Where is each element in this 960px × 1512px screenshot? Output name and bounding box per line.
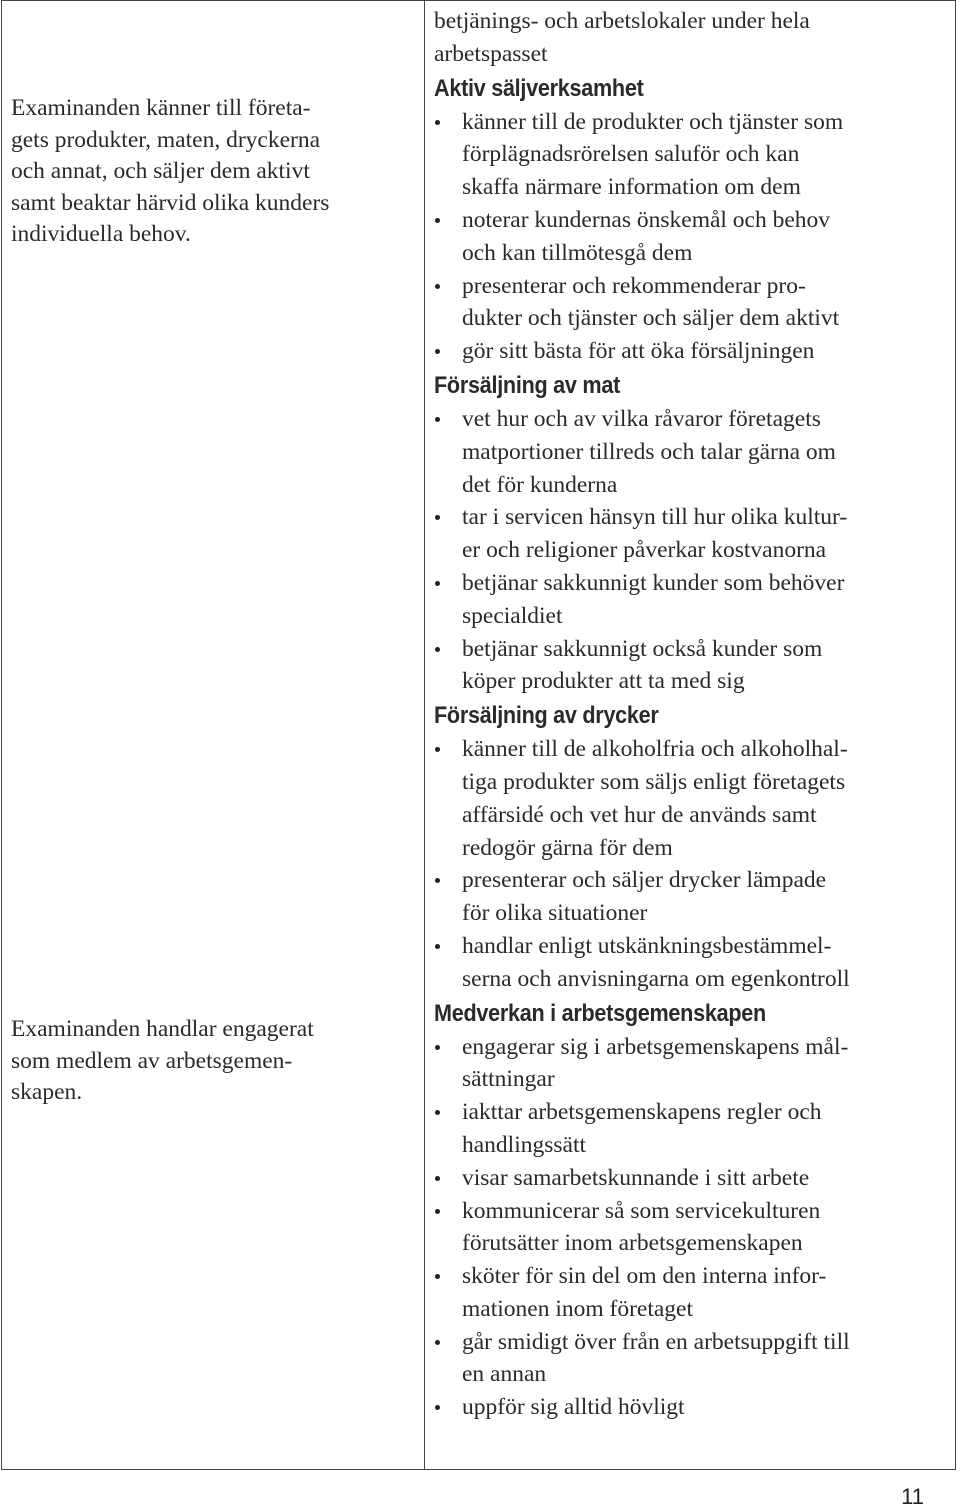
list-item-text: engagerar sig i arbetsgemenskapens mål- sättningar [462, 1033, 849, 1093]
list-item [434, 403, 959, 501]
section-heading: Försäljning av mat [434, 371, 620, 399]
list-item [434, 567, 959, 633]
list-item [434, 106, 959, 204]
bullet-icon [435, 349, 440, 354]
section-forsaljning-av-mat [434, 368, 959, 698]
list-item-text: sköter för sin del om den interna infor- mationen inom företaget [462, 1263, 827, 1322]
list-item [434, 930, 959, 996]
list-item-text: tar i servicen hänsyn till hur olika kultur- er och religioner påverkar kostvanorna [462, 504, 848, 564]
list-item [434, 501, 959, 567]
bullet-icon [435, 515, 440, 520]
bullet-icon [435, 284, 440, 289]
list-item-text: gör sitt bästa för att öka försäljningen [462, 338, 815, 365]
list-item [434, 1195, 959, 1261]
bullet-list [434, 733, 959, 995]
bullet-icon [435, 120, 440, 125]
list-item [434, 270, 959, 336]
bullet-icon [435, 647, 440, 652]
section-aktiv-saljverksamhet [434, 71, 959, 368]
list-item-text: uppför sig alltid hövligt [462, 1394, 685, 1421]
bullet-list [434, 106, 959, 368]
list-item-text: handlar enligt utskänkningsbestämmel- serna och anvisningarna om egenkontroll [462, 932, 850, 992]
bullet-icon [435, 417, 440, 422]
intro-text: betjänings- och arbetslokaler under hela arbetspasset [434, 8, 810, 67]
sections-container [434, 71, 959, 1424]
list-item [434, 1096, 959, 1162]
list-item-text: kommunicerar så som servicekulturen förutsätter inom arbetsgemenskapen [462, 1197, 821, 1257]
bullet-list [434, 1031, 959, 1425]
assessment-column [425, 1, 955, 1469]
criterion-work-community: Examinanden handlar engagerat som medlem av arbetsgemen- skapen. [11, 1016, 314, 1105]
list-item-text: presenterar och rekommenderar pro- dukter och tjänster och säljer dem aktivt [462, 272, 840, 332]
bullet-icon [435, 1045, 440, 1050]
bullet-icon [435, 1110, 440, 1115]
list-item-text: visar samarbetskunnande i sitt arbete [462, 1164, 810, 1191]
list-item-text: presenterar och säljer drycker lämpade för olika situationer [462, 867, 827, 927]
list-item-text: känner till de produkter och tjänster som förplägnadsrörelsen saluför och kan skaffa närmare information om dem [462, 108, 844, 201]
section-heading: Aktiv säljverksamhet [434, 74, 644, 102]
list-item [434, 1391, 959, 1424]
list-item-text: betjänar sakkunnigt också kunder som köper produkter att ta med sig [462, 635, 823, 695]
page-number: 11 [901, 1484, 924, 1509]
bullet-icon [435, 747, 440, 752]
bullet-icon [435, 1176, 440, 1181]
bullet-icon [435, 581, 440, 586]
bullet-icon [435, 944, 440, 949]
section-heading: Medverkan i arbetsgemenskapen [434, 999, 766, 1027]
list-item-text: betjänar sakkunnigt kunder som behöver specialdiet [462, 569, 845, 629]
list-item [434, 1326, 959, 1392]
section-heading: Försäljning av drycker [434, 702, 659, 730]
section-forsaljning-av-drycker [434, 698, 959, 995]
list-item-text: iakttar arbetsgemenskapens regler och handlingssätt [462, 1099, 822, 1158]
list-item [434, 733, 959, 864]
bullet-icon [435, 1274, 440, 1279]
bullet-icon [435, 1405, 440, 1410]
list-item [434, 633, 959, 699]
criteria-table [1, 0, 956, 1470]
section-medverkan-i-arbetsgemenskapen [434, 996, 959, 1425]
assessment-content [434, 5, 959, 1424]
criterion-products-sales: Examinanden känner till företa- gets produkter, maten, dryckerna och annat, och säljer dem aktivt samt beaktar härvid olika kunders individuella behov. [11, 95, 330, 247]
list-item [434, 204, 959, 270]
list-item [434, 1162, 959, 1195]
bullet-icon [435, 1209, 440, 1214]
list-item [434, 335, 959, 368]
bullet-icon [435, 218, 440, 223]
list-item [434, 864, 959, 930]
list-item-text: vet hur och av vilka råvaror företagets matportioner tillreds och talar gärna om det för kunderna [462, 405, 836, 498]
list-item-text: noterar kundernas önskemål och behov och kan tillmötesgå dem [462, 206, 831, 266]
bullet-list [434, 403, 959, 698]
criteria-column [2, 1, 425, 1469]
list-item [434, 1260, 959, 1326]
list-item-text: känner till de alkoholfria och alkoholhal- tiga produkter som säljs enligt företagets affärsidé och vet hur de används samt redogör gärna för dem [462, 736, 848, 861]
list-item-text: går smidigt över från en arbetsuppgift till en annan [462, 1328, 850, 1388]
bullet-icon [435, 878, 440, 883]
bullet-icon [435, 1340, 440, 1345]
list-item [434, 1031, 959, 1097]
